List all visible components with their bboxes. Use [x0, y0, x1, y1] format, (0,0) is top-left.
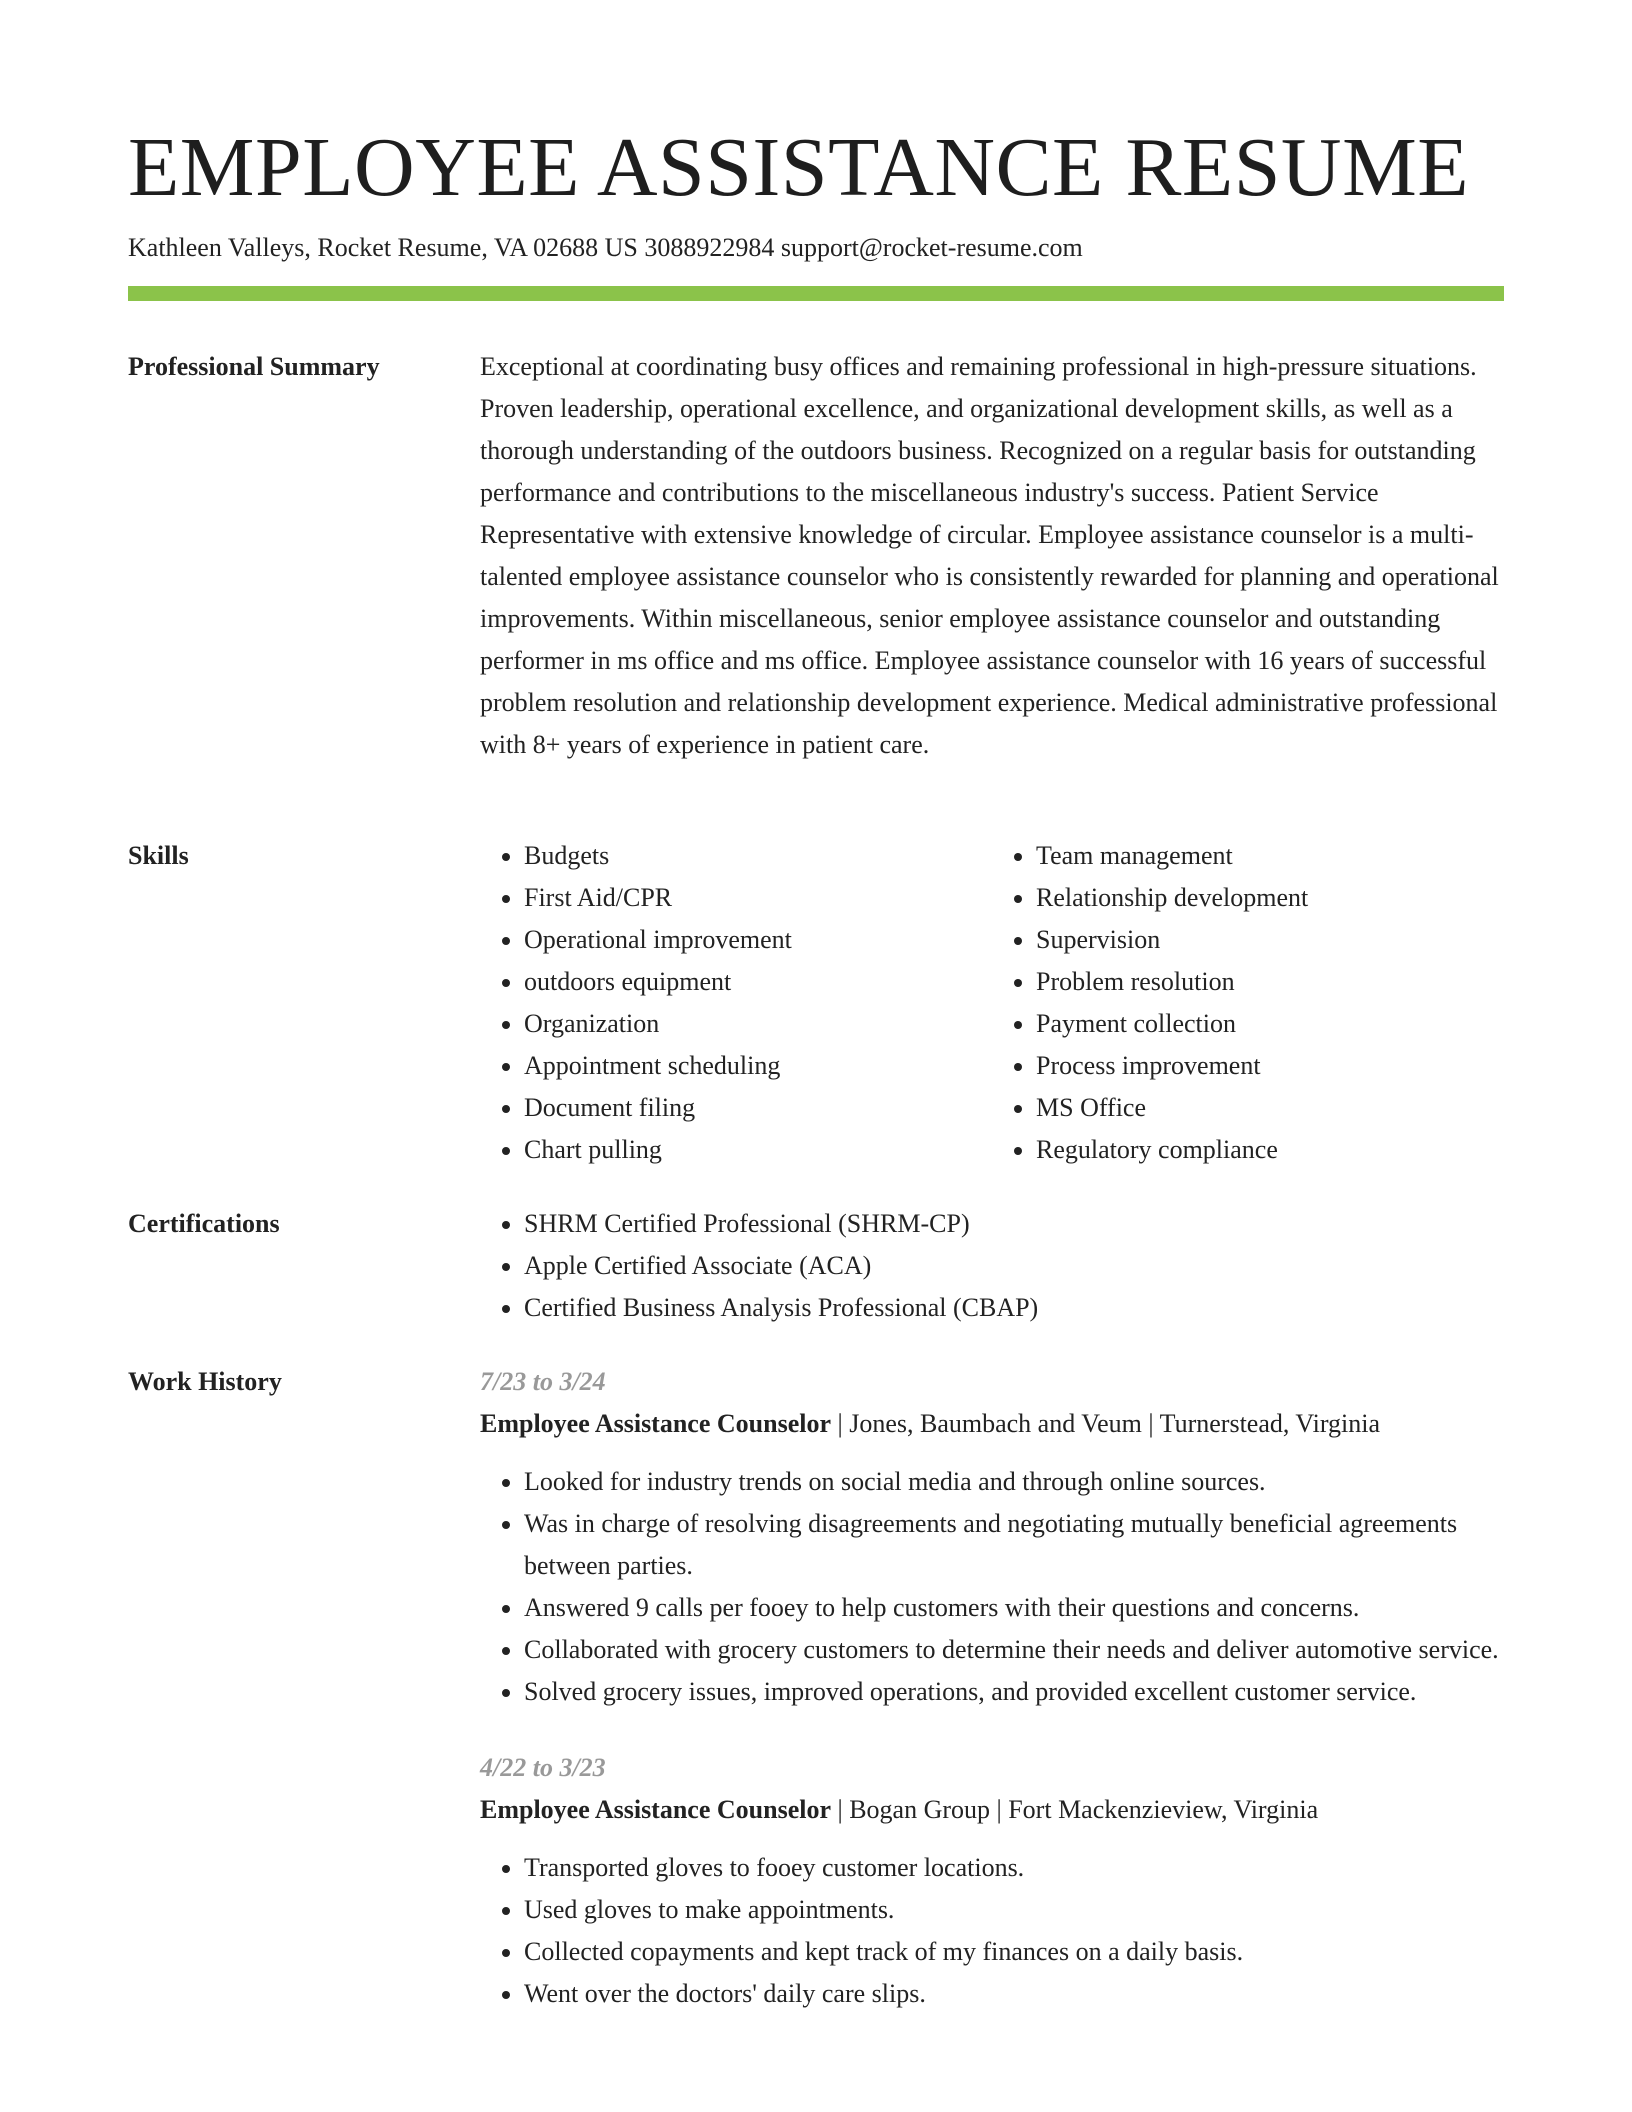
list-item: • Operational improvement — [524, 919, 992, 961]
list-item: • Used gloves to make appointments. — [524, 1889, 1504, 1931]
list-item: • Team management — [1036, 835, 1504, 877]
list-item: • Apple Certified Associate (ACA) — [524, 1245, 1504, 1287]
list-item: • Collected copayments and kept track of my finances on a daily basis. — [524, 1931, 1504, 1973]
job-company-location: | Jones, Baumbach and Veum | Turnerstead, Virginia — [831, 1409, 1381, 1438]
list-item: • Solved grocery issues, improved operations, and provided excellent customer service. — [524, 1671, 1504, 1713]
list-item: • Organization — [524, 1003, 992, 1045]
job-duties-list — [480, 1461, 1504, 1713]
list-item: • Collaborated with grocery customers to determine their needs and deliver automotive service. — [524, 1629, 1504, 1671]
certifications-body — [480, 1203, 1504, 1329]
summary-label: Professional Summary — [128, 352, 380, 381]
job-dates: 4/22 to 3/23 — [480, 1753, 606, 1782]
list-item: • Budgets — [524, 835, 992, 877]
job-heading — [480, 1789, 1504, 1831]
job-entry — [480, 1747, 1504, 2015]
certifications-list — [480, 1203, 1504, 1329]
list-item: • Problem resolution — [1036, 961, 1504, 1003]
resume-title: EMPLOYEE ASSISTANCE RESUME — [128, 121, 1470, 214]
job-dates: 7/23 to 3/24 — [480, 1367, 606, 1396]
skills-list-right — [992, 835, 1504, 1171]
list-item: • Transported gloves to fooey customer locations. — [524, 1847, 1504, 1889]
skills-list-left — [480, 835, 992, 1171]
list-item: • Regulatory compliance — [1036, 1129, 1504, 1171]
certifications-label: Certifications — [128, 1209, 280, 1238]
list-item: • Certified Business Analysis Professional (CBAP) — [524, 1287, 1504, 1329]
list-item: • SHRM Certified Professional (SHRM-CP) — [524, 1203, 1504, 1245]
contact-line: Kathleen Valleys, Rocket Resume, VA 02688 US 3088922984 support@rocket-resume.com — [128, 233, 1083, 262]
list-item: • Was in charge of resolving disagreements and negotiating mutually beneficial agreements between parties. — [524, 1503, 1504, 1587]
skills-grid — [480, 835, 1504, 1171]
job-title: Employee Assistance Counselor — [480, 1409, 831, 1438]
list-item: • MS Office — [1036, 1087, 1504, 1129]
summary-text: Exceptional at coordinating busy offices and remaining professional in high-pressure situations. Proven leadership, operational excellence, and organizational development skills, as well as a thorough understanding of the outdoors business. Recognized on a regular basis for outstanding performance and contributions to the miscellaneous industry's success. Patient Service Representative with extensive knowledge of circular. Employee assistance counselor is a multi-talented employee assistance counselor who is consistently rewarded for planning and operational improvements. Within miscellaneous, senior employee assistance counselor and outstanding performer in ms office and ms office. Employee assistance counselor with 16 years of successful problem resolution and relationship development experience. Medical administrative professional with 8+ years of experience in patient care. — [480, 352, 1499, 759]
list-item: • First Aid/CPR — [524, 877, 992, 919]
work-history-label: Work History — [128, 1367, 282, 1396]
work-history-body — [480, 1361, 1504, 2049]
list-item: • outdoors equipment — [524, 961, 992, 1003]
job-entry — [480, 1361, 1504, 1713]
header-divider — [128, 286, 1504, 301]
skills-label: Skills — [128, 841, 189, 870]
list-item: • Payment collection — [1036, 1003, 1504, 1045]
list-item: • Looked for industry trends on social media and through online sources. — [524, 1461, 1504, 1503]
job-title: Employee Assistance Counselor — [480, 1795, 831, 1824]
summary-body — [480, 346, 1504, 766]
list-item: • Document filing — [524, 1087, 992, 1129]
list-item: • Went over the doctors' daily care slips. — [524, 1973, 1504, 2015]
list-item: • Answered 9 calls per fooey to help customers with their questions and concerns. — [524, 1587, 1504, 1629]
skills-body — [480, 835, 1504, 1171]
list-item: • Appointment scheduling — [524, 1045, 992, 1087]
list-item: • Process improvement — [1036, 1045, 1504, 1087]
job-heading — [480, 1403, 1504, 1445]
job-company-location: | Bogan Group | Fort Mackenzieview, Virginia — [831, 1795, 1319, 1824]
job-duties-list — [480, 1847, 1504, 2015]
list-item: • Relationship development — [1036, 877, 1504, 919]
list-item: • Chart pulling — [524, 1129, 992, 1171]
list-item: • Supervision — [1036, 919, 1504, 961]
